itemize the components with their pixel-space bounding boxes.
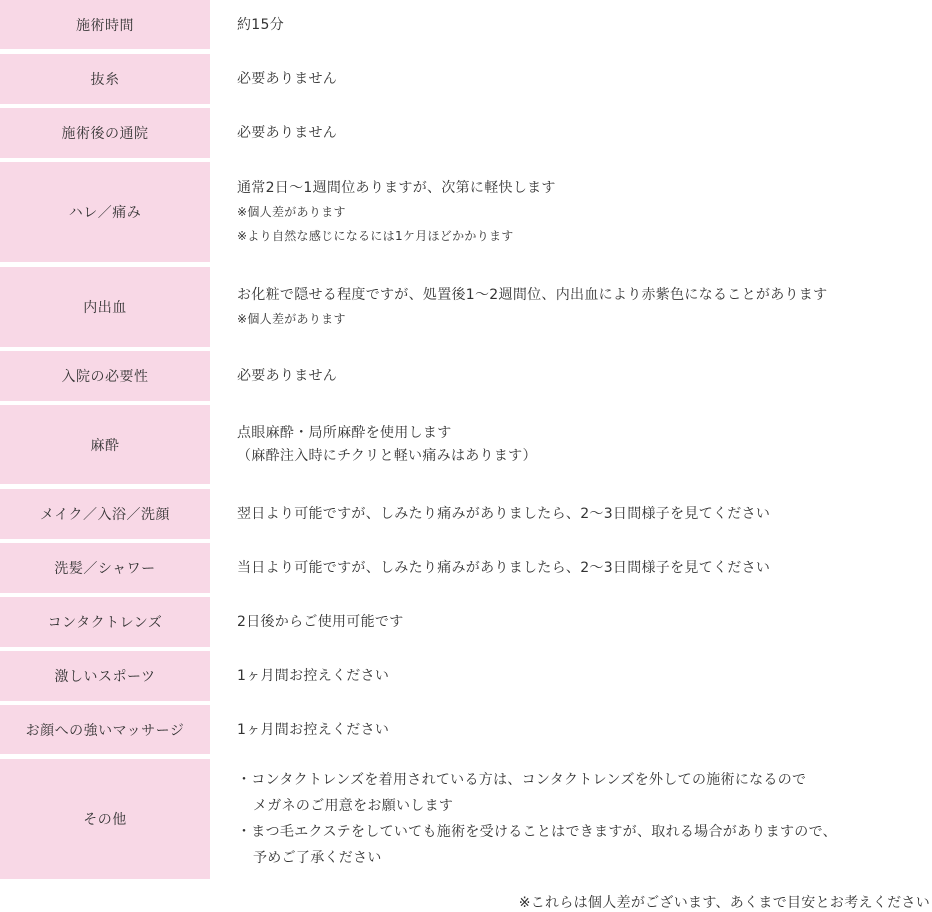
value-text: 必要ありません xyxy=(237,71,338,87)
row-value xyxy=(237,0,932,49)
table-row-hospitalization xyxy=(0,351,932,401)
bullet-item-continued: 予めご了承ください xyxy=(253,850,382,866)
row-value xyxy=(237,651,932,701)
row-value xyxy=(237,705,932,754)
table-row-treatment-time xyxy=(0,0,932,49)
value-text: （麻酔注入時にチクリと軽い痛みはあります） xyxy=(237,447,537,464)
table-row-bruising xyxy=(0,267,932,347)
value-text: 通常2日〜1週間位ありますが、次第に軽快します xyxy=(237,179,556,196)
row-value xyxy=(237,351,932,401)
value-text: お化粧で隠せる程度ですが、処置後1〜2週間位、内出血により赤紫色になることがあります xyxy=(237,286,828,303)
bullet-item: ・まつ毛エクステをしていても施術を受けることはできますが、取れる場合がありますので、 xyxy=(237,824,837,840)
table-row-hair-shower xyxy=(0,543,932,593)
value-text: 1ヶ月間お控えください xyxy=(237,721,390,738)
table-row-stitch-removal xyxy=(0,54,932,104)
value-text: 2日後からご使用可能です xyxy=(237,614,404,630)
value-text: 翌日より可能ですが、しみたり痛みがありましたら、2〜3日間様子を見てください xyxy=(237,506,771,522)
table-row-makeup-bath-face xyxy=(0,489,932,539)
row-label: 抜糸 xyxy=(0,54,210,104)
row-label: コンタクトレンズ xyxy=(0,597,210,647)
row-value xyxy=(237,108,932,158)
row-value xyxy=(237,267,932,347)
row-label: 麻酔 xyxy=(0,405,210,484)
bullet-item-continued: メガネのご用意をお願いします xyxy=(253,798,454,814)
value-text: 1ヶ月間お控えください xyxy=(237,668,390,684)
row-value xyxy=(237,54,932,104)
row-value xyxy=(237,405,932,484)
row-label: 施術時間 xyxy=(0,0,210,49)
value-text: 点眼麻酔・局所麻酔を使用します xyxy=(237,424,452,441)
value-note: ※個人差があります xyxy=(237,204,346,219)
value-text: 当日より可能ですが、しみたり痛みがありましたら、2〜3日間様子を見てください xyxy=(237,560,771,576)
row-label: その他 xyxy=(0,759,210,879)
row-label: メイク／入浴／洗顔 xyxy=(0,489,210,539)
table-row-face-massage xyxy=(0,705,932,754)
row-value xyxy=(237,543,932,593)
row-label: 内出血 xyxy=(0,267,210,347)
row-value xyxy=(237,489,932,539)
table-row-post-visit xyxy=(0,108,932,158)
row-value xyxy=(237,162,932,262)
value-note: ※個人差があります xyxy=(237,311,346,326)
row-label: 施術後の通院 xyxy=(0,108,210,158)
row-label: ハレ／痛み xyxy=(0,162,210,262)
bullet-item: ・コンタクトレンズを着用されている方は、コンタクトレンズを外しての施術になるので xyxy=(237,772,807,788)
row-label: 激しいスポーツ xyxy=(0,651,210,701)
row-value xyxy=(237,759,932,879)
table-row-swelling-pain xyxy=(0,162,932,262)
table-row-other xyxy=(0,759,932,879)
value-note: ※より自然な感じになるには1ケ月ほどかかります xyxy=(237,228,514,243)
disclaimer-footnote: ※これらは個人差がございます、あくまで目安とお考えください xyxy=(518,895,930,911)
row-label: お顔への強いマッサージ xyxy=(0,705,210,754)
row-label: 洗髪／シャワー xyxy=(0,543,210,593)
row-label: 入院の必要性 xyxy=(0,351,210,401)
table-row-sports xyxy=(0,651,932,701)
row-value xyxy=(237,597,932,647)
value-text: 約15分 xyxy=(237,16,285,33)
value-text: 必要ありません xyxy=(237,125,338,141)
value-text: 必要ありません xyxy=(237,368,338,384)
table-row-contact-lens xyxy=(0,597,932,647)
table-row-anesthesia xyxy=(0,405,932,484)
